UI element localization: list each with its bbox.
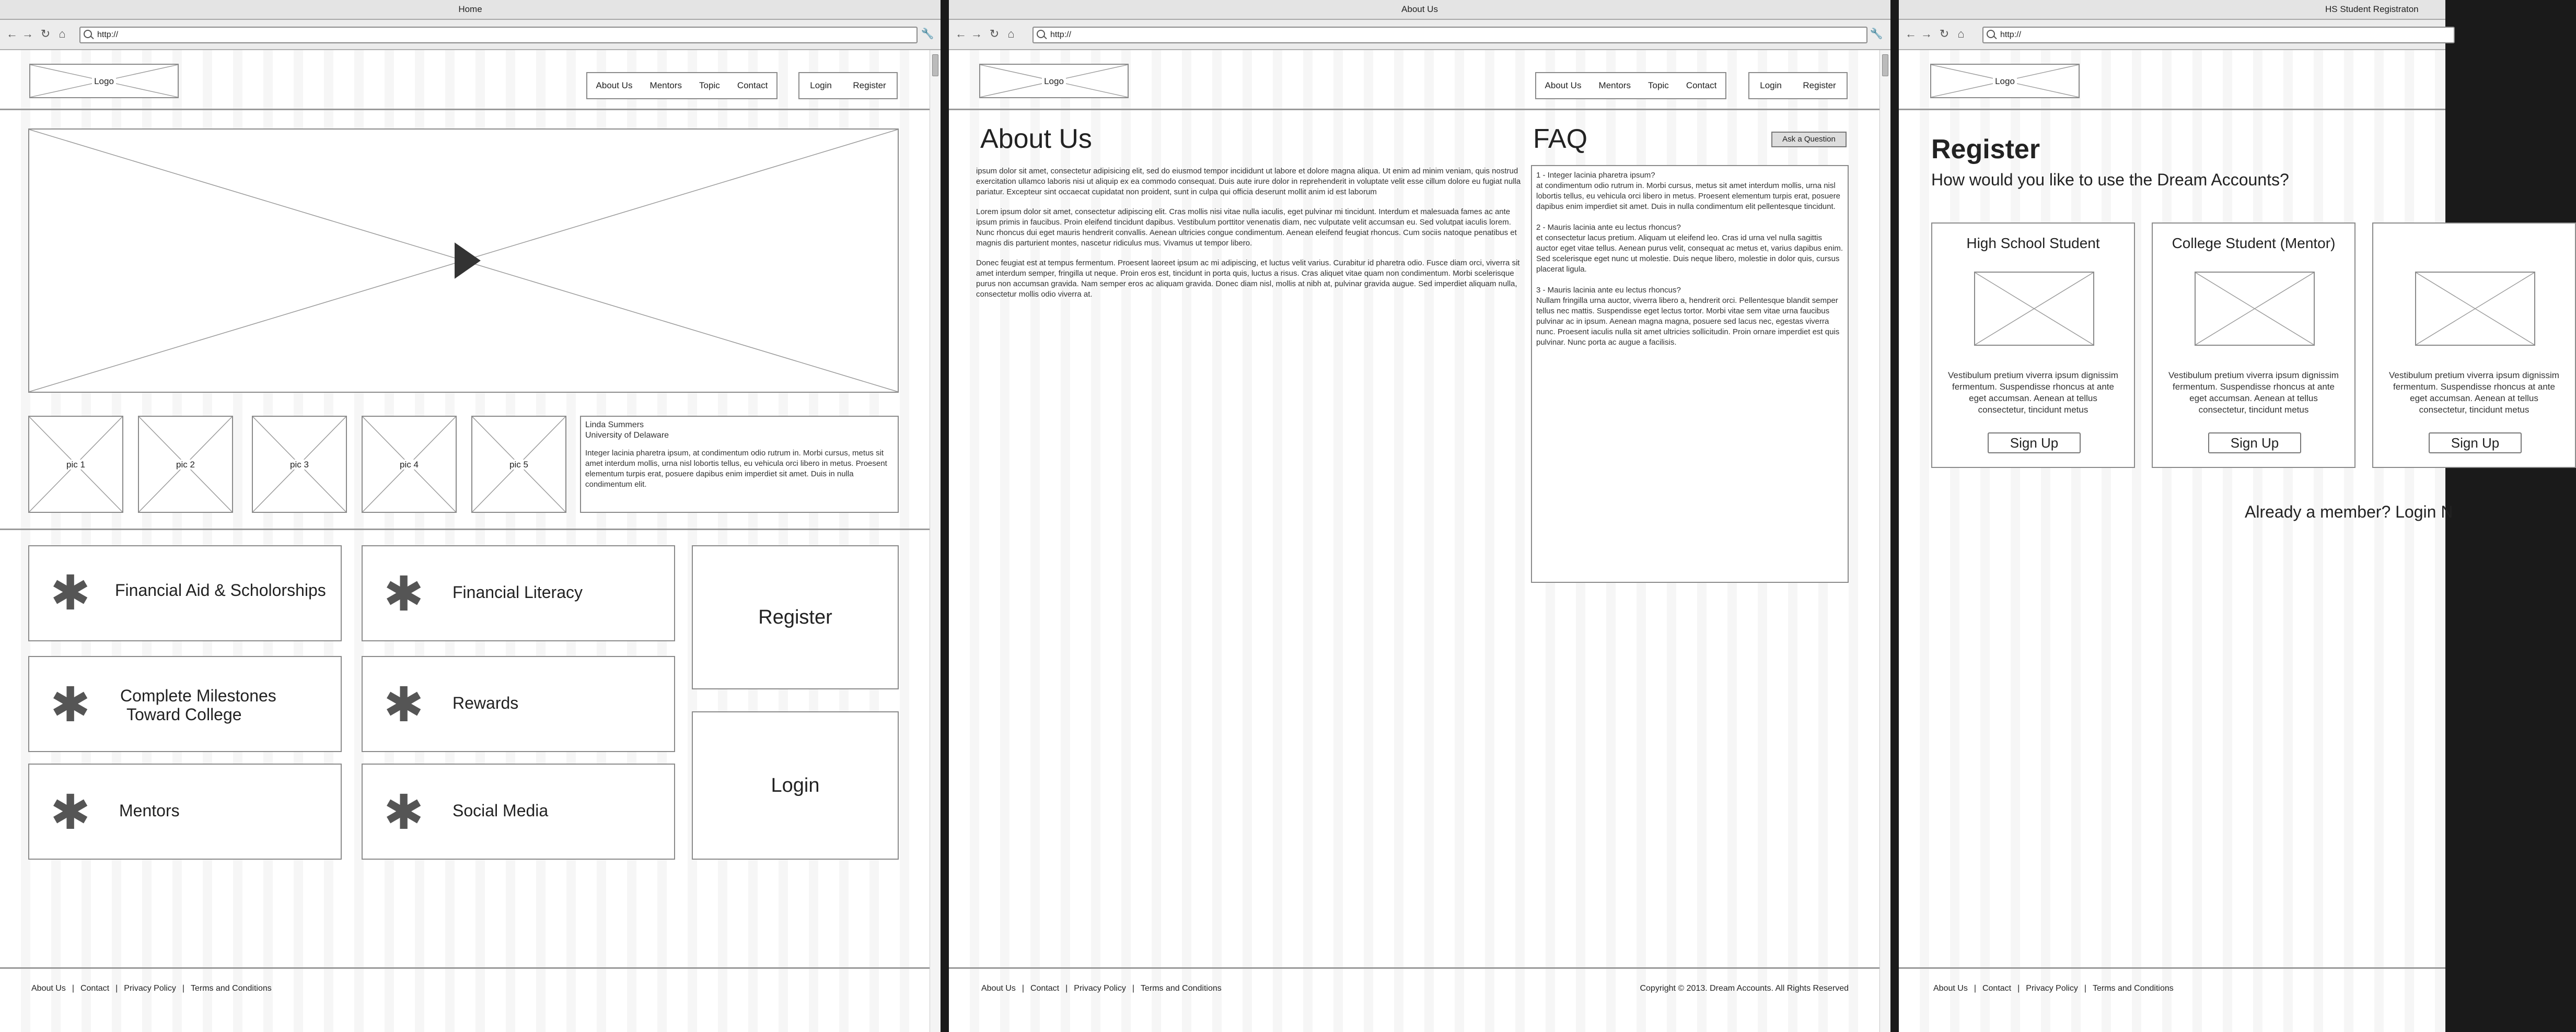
footer-separator: | (2017, 984, 2020, 993)
tile-label-line2: Toward College (126, 705, 242, 724)
pic-label: pic 1 (64, 460, 87, 470)
testimonial-school: University of Delaware (585, 431, 669, 440)
footer-separator: | (1022, 984, 1024, 993)
footer-privacy-policy[interactable]: Privacy Policy (1074, 984, 1126, 993)
footer (31, 984, 272, 993)
footer-terms[interactable]: Terms and Conditions (1141, 984, 1222, 993)
browser-toolbar (949, 20, 1890, 50)
register-button[interactable]: Register (692, 545, 899, 689)
about-paragraph: ipsum dolor sit amet, consectetur adipisicing elit, sed do eiusmod tempor incididunt ut labore et dolore magna aliqua. Ut enim ad minim veniam, quis nostrud exercitation ullamco laboris nisi ut aliquip ex ea commodo consequat. Duis aute irure dolor in reprehenderit in voluptate velit esse cillum dolore eu fugiat nulla pariatur. Excepteur sint occaecat cupidatat non proident, sunt in culpa qui officia deserunt mollit anim id est laborum (976, 167, 1521, 196)
footer-separator: | (1132, 984, 1134, 993)
card-text: Vestibulum pretium viverra ipsum dignissim fermentum. Suspendisse rhoncus at ante eget accumsan. Aenean at tellus consectetur, tincidunt metus (1948, 370, 2118, 415)
header-divider (1899, 109, 2445, 110)
reload-icon[interactable]: ↻ (1939, 27, 1950, 40)
page-content (1899, 50, 2559, 1032)
faq-panel (1531, 165, 1849, 583)
nav-register[interactable]: Register (853, 80, 886, 90)
window-title-bar (1899, 0, 2445, 20)
tile-label: Financial Literacy (452, 583, 583, 602)
tile-label: Rewards (452, 694, 519, 712)
tile-label: Social Media (452, 801, 549, 820)
logo-text: Logo (92, 76, 116, 86)
copyright: Copyright © 2013. Dream Accounts. All Rights Reserved (1640, 984, 1849, 993)
pic-label: pic 4 (398, 460, 421, 470)
ask-question-button[interactable]: Ask a Question (1771, 132, 1847, 147)
pic-label: pic 3 (288, 460, 311, 470)
asterisk-icon: ✱ (50, 565, 91, 621)
tile-social-media[interactable] (362, 764, 675, 860)
nav-about-us[interactable]: About Us (1545, 80, 1582, 90)
footer-privacy-policy[interactable]: Privacy Policy (124, 984, 176, 993)
pic-thumbnail[interactable] (471, 416, 566, 513)
footer-divider (1899, 967, 2445, 969)
tile-label: Mentors (119, 801, 180, 820)
page-title: Register (1931, 134, 2040, 165)
footer (1933, 984, 2174, 993)
footer-separator: | (1065, 984, 1068, 993)
url-input[interactable] (1032, 27, 1867, 43)
nav-topic[interactable]: Topic (1648, 80, 1669, 90)
testimonial-text: Integer lacinia pharetra ipsum, at condimentum odio rutrum in. Morbi cursus, metus sit amet interdum mollis, urna nisl lobortis tellus, eu vehicula orci libero in metus. Proesent elementum turpis erat, posuere dapibus enim imperdiet sit amet. Duis in nulla condimentum elit. (585, 449, 887, 489)
register-window (1899, 0, 2559, 1032)
wrench-icon[interactable]: 🔧 (921, 28, 934, 40)
home-window (0, 0, 941, 1032)
about-paragraph: Lorem ipsum dolor sit amet, consectetur adipiscing elit. Cras mollis nisi vitae nulla iaculis, eget pulvinar mi tincidunt. Interdum et malesuada fames ac ante ipsum primis in faucibus. Proin eleifend tincidunt dapibus. Vestibulum porttitor venenatis diam, nec vulputate velit accumsan eu. Sed volutpat iaculis lorem. Nunc rhoncus dui eget mauris hendrerit convallis. Aenean ultricies congue condimentum. Aenean eleifend feugiat rhoncus. Cum sociis natoque penatibus et magnis dis parturient montes, nascetur ridiculus mus. Vivamus ut tempor libero. (976, 207, 1517, 248)
footer-about-us[interactable]: About Us (31, 984, 66, 993)
header-divider (949, 109, 1880, 110)
tile-milestones[interactable] (28, 656, 342, 752)
window-title: Home (0, 0, 941, 20)
reload-icon[interactable]: ↻ (989, 27, 1000, 40)
faq-question: 1 - Integer lacinia pharetra ipsum? (1536, 171, 1655, 180)
nav-login[interactable]: Login (810, 80, 832, 90)
main-nav (1535, 72, 1726, 99)
search-icon (84, 30, 92, 38)
back-arrow-icon[interactable]: ← (955, 27, 967, 40)
footer-separator: | (182, 984, 184, 993)
logo-text: Logo (1042, 76, 1066, 86)
nav-topic[interactable]: Topic (699, 80, 720, 90)
card-text: Vestibulum pretium viverra ipsum dignissim fermentum. Suspendisse rhoncus at ante eget accumsan. Aenean at tellus consectetur, tincidunt metus (2389, 370, 2559, 415)
search-icon (1037, 30, 1045, 38)
signup-card-high-school (1931, 222, 2135, 468)
auth-nav (1748, 72, 1848, 99)
search-icon (1987, 30, 1995, 38)
logo[interactable] (979, 64, 1129, 98)
card-image (2195, 272, 2315, 346)
scrollbar[interactable] (930, 50, 941, 1032)
faq-question: 2 - Mauris lacinia ante eu lectus rhoncus? (1536, 223, 1681, 232)
pic-thumbnail[interactable] (138, 416, 233, 513)
header-divider (0, 109, 930, 110)
card-title: High School Student (1966, 235, 2100, 251)
sign-up-button[interactable]: Sign Up (2208, 432, 2301, 453)
back-arrow-icon[interactable]: ← (1905, 27, 1917, 40)
nav-mentors[interactable]: Mentors (1598, 80, 1631, 90)
sign-up-button[interactable]: Sign Up (1988, 432, 2081, 453)
tile-label: Financial Aid & Scholorships (115, 581, 326, 600)
tile-mentors[interactable] (28, 764, 342, 860)
scrollbar-thumb[interactable] (1882, 54, 1888, 76)
page-title: About Us (980, 124, 1092, 154)
back-arrow-icon[interactable]: ← (6, 27, 18, 40)
footer-separator: | (1974, 984, 1976, 993)
browser-toolbar (0, 20, 941, 50)
signup-card-college-mentor (2152, 222, 2355, 468)
footer-privacy-policy[interactable]: Privacy Policy (2026, 984, 2078, 993)
url-input[interactable] (1982, 27, 2455, 43)
nav-about-us[interactable]: About Us (596, 80, 633, 90)
footer-about-us[interactable]: About Us (1933, 984, 1968, 993)
window-title: About Us (949, 0, 1890, 20)
footer-contact[interactable]: Contact (1982, 984, 2012, 993)
card-image (2415, 272, 2535, 346)
nav-register[interactable]: Register (1803, 80, 1836, 90)
browser-toolbar (1899, 20, 2445, 50)
faq-title: FAQ (1533, 124, 1588, 154)
footer-separator: | (2084, 984, 2086, 993)
pic-label: pic 2 (174, 460, 197, 470)
pic-thumbnail[interactable] (252, 416, 347, 513)
pic-label: pic 5 (507, 460, 530, 470)
about-paragraph: Donec feugiat est at tempus fermentum. Proesent laoreet ipsum ac mi adipiscing, et luctus velit varius. Curabitur id pharetra odio. Fusce diam orci, viverra sit amet interdum semper, fringilla ut neque. Proin eros est, tincidunt in porta quis, luctus a risus. Cras aliquet vitae quam non condimentum. Morbi scelerisque purus non accumsan gravida. Nam semper eros ac aliquam gravida. Donec diam nisl, mollis at nibh at, pulvinar gravida augue. Sed imperdiet aliquam nulla, consectetur mollis odio viverra at. (976, 259, 1520, 299)
already-member-login-link[interactable]: Already a member? Login N (2245, 502, 2453, 521)
nav-mentors[interactable]: Mentors (649, 80, 682, 90)
main-nav (586, 72, 778, 99)
home-icon[interactable]: ⌂ (1007, 27, 1015, 40)
card-text: Vestibulum pretium viverra ipsum dignissim fermentum. Suspendisse rhoncus at ante eget accumsan. Aenean at tellus consectetur, tincidunt metus (2168, 370, 2339, 415)
logo[interactable] (1930, 64, 2080, 98)
pic-thumbnail[interactable] (28, 416, 123, 513)
home-icon[interactable]: ⌂ (59, 27, 66, 40)
auth-nav (798, 72, 898, 99)
wrench-icon[interactable]: 🔧 (1870, 28, 1883, 40)
logo-text: Logo (1993, 76, 2017, 86)
nav-contact[interactable]: Contact (1686, 80, 1717, 90)
about-body (976, 166, 1522, 300)
footer (981, 984, 1222, 993)
about-window (949, 0, 1890, 1032)
forward-arrow-icon[interactable]: → (22, 27, 33, 40)
pic-thumbnail[interactable] (362, 416, 457, 513)
testimonial-name: Linda Summers (585, 420, 644, 429)
nav-login[interactable]: Login (1760, 80, 1782, 90)
forward-arrow-icon[interactable]: → (1921, 27, 1932, 40)
asterisk-icon: ✱ (384, 677, 424, 733)
page-content (0, 50, 930, 1032)
asterisk-icon: ✱ (384, 784, 424, 840)
url-text: http:// (97, 30, 119, 39)
logo[interactable] (29, 64, 179, 98)
page-subtitle: How would you like to use the Dream Accounts? (1931, 170, 2289, 189)
tile-financial-aid[interactable] (28, 545, 342, 641)
reload-icon[interactable]: ↻ (40, 27, 51, 40)
url-input[interactable] (79, 27, 918, 43)
footer-separator: | (115, 984, 118, 993)
card-image (1974, 272, 2094, 346)
tile-label-line1: Complete Milestones (120, 686, 276, 705)
asterisk-icon: ✱ (50, 677, 91, 733)
tile-rewards[interactable] (362, 656, 675, 752)
signup-card-third (2372, 222, 2576, 468)
scrollbar[interactable] (1879, 50, 1890, 1032)
faq-answer: et consectetur lacus pretium. Aliquam ut eleifend leo. Cras id urna vel nulla sagittis auctor eget vitae tellus. Aenean purus velit, consequat ac metus et, varius dapibus enim. Sed scelerisque eget nunc ut molestie. Duis neque libero, molestie in dolor quis, cursus placerat ligula. (1536, 233, 1843, 274)
login-button[interactable]: Login (692, 711, 899, 860)
faq-answer: at condimentum odio rutrum in. Morbi cursus, metus sit amet interdum mollis, urna nisl lobortis tellus, eu vehicula orci libero in metus. Proesent elementum turpis erat, posuere dapibus enim imperdiet sit amet. Duis in nulla condimentum elit pellentesque tincidunt. (1536, 181, 1840, 211)
section-divider (0, 529, 930, 530)
asterisk-icon: ✱ (384, 566, 424, 622)
scrollbar-thumb[interactable] (932, 54, 938, 76)
card-title: College Student (Mentor) (2172, 235, 2336, 251)
faq-answer: Nullam fringilla urna auctor, viverra libero a, hendrerit orci. Pellentesque blandit semper tellus nec mattis. Suspendisse eget lectus tortor. Morbi vitae sem vitae urna faucibus pulvinar ac in ipsum. Aenean magna magna, posuere sed lacus nec, egestas viverra nunc. Proesent iaculis nulla sit amet ultricies sollicitudin. Proin ornare imperdiet est quis pulvinar. Nunc porta ac augue a facilisis. (1536, 296, 1840, 347)
asterisk-icon: ✱ (50, 784, 91, 840)
window-title: HS Student Registraton (2325, 4, 2419, 14)
footer-contact[interactable]: Contact (80, 984, 110, 993)
testimonial (580, 416, 899, 513)
forward-arrow-icon[interactable]: → (971, 27, 982, 40)
footer-separator: | (72, 984, 74, 993)
tile-financial-literacy[interactable] (362, 545, 675, 641)
url-text: http:// (2000, 30, 2022, 39)
footer-contact[interactable]: Contact (1030, 984, 1060, 993)
footer-terms[interactable]: Terms and Conditions (191, 984, 272, 993)
faq-question: 3 - Mauris lacinia ante eu lectus rhoncus? (1536, 286, 1681, 295)
home-icon[interactable]: ⌂ (1957, 27, 1965, 40)
video-player[interactable] (28, 128, 899, 393)
footer-terms[interactable]: Terms and Conditions (2093, 984, 2174, 993)
nav-contact[interactable]: Contact (737, 80, 768, 90)
page-content (949, 50, 1880, 1032)
footer-divider (949, 967, 1880, 969)
play-icon[interactable] (452, 241, 484, 282)
footer-about-us[interactable]: About Us (981, 984, 1016, 993)
footer-divider (0, 967, 930, 969)
sign-up-button[interactable]: Sign Up (2429, 432, 2522, 453)
url-text: http:// (1050, 30, 1072, 39)
